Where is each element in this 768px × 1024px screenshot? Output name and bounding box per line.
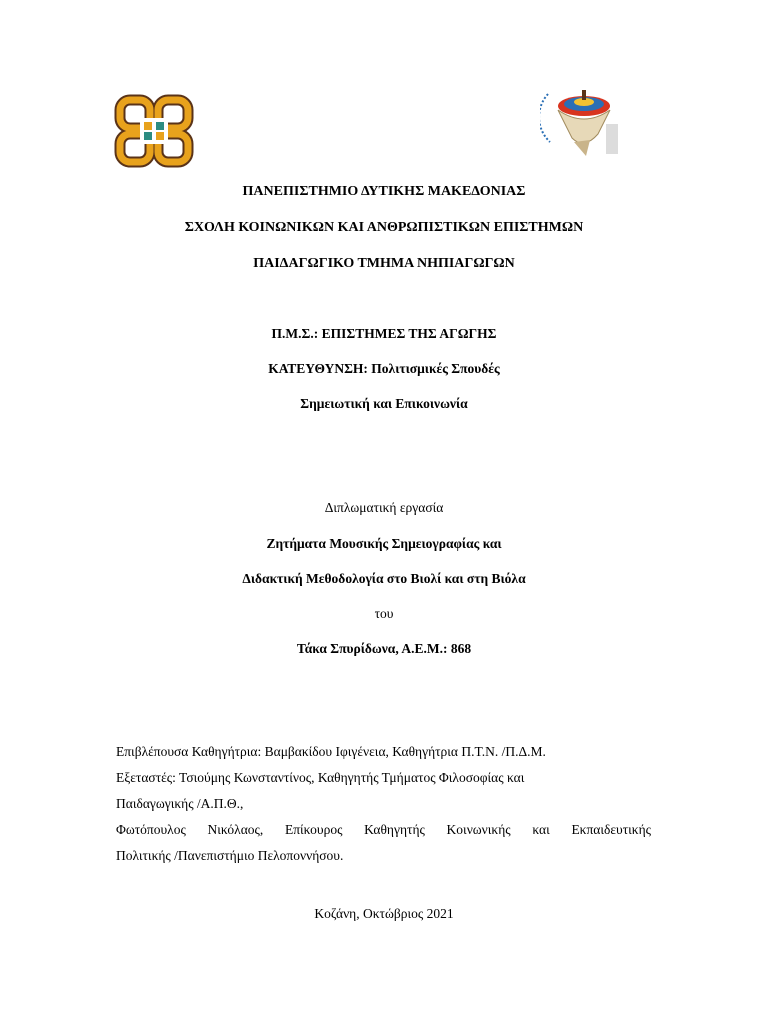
thesis-author: Τάκα Σπυρίδωνα, Α.Ε.Μ.: 868 [296, 641, 472, 656]
supervisor-line: Επιβλέπουσα Καθηγήτρια: Βαμβακίδου Ιφιγένεια, Καθηγήτρια Π.Τ.Ν. /Π.Δ.Μ. [116, 744, 546, 759]
university-knot-logo [114, 94, 194, 168]
examiner1-line2: Παιδαγωγικής /Α.Π.Θ., [116, 796, 244, 811]
thesis-by: του [374, 606, 394, 621]
thesis-title-line1: Ζητήματα Μουσικής Σημειογραφίας και [266, 536, 502, 551]
thesis-title-line2: Διδακτική Μεθοδολογία στο Βιολί και στη Βιόλα [242, 571, 526, 586]
program-field: Σημειωτική και Επικοινωνία [300, 396, 468, 411]
examiner1-line1: Εξεταστές: Τσιούμης Κωνσταντίνος, Καθηγητής Τμήματος Φιλοσοφίας και [116, 770, 525, 785]
place-date: Κοζάνη, Οκτώβριος 2021 [314, 906, 454, 921]
spinning-top-logo [540, 84, 620, 160]
examiner2-line2: Πολιτικής /Πανεπιστήμιο Πελοποννήσου. [116, 848, 344, 863]
university-name: ΠΑΝΕΠΙΣΤΗΜΙΟ ΔΥΤΙΚΗΣ ΜΑΚΕΔΟΝΙΑΣ [242, 184, 526, 199]
examiner2-line1: Φωτόπουλος Νικόλαος, Επίκουρος Καθηγητής Κοινωνικής και Εκπαιδευτικής [116, 822, 651, 837]
school-name: ΣΧΟΛΗ ΚΟΙΝΩΝΙΚΩΝ ΚΑΙ ΑΝΘΡΩΠΙΣΤΙΚΩΝ ΕΠΙΣΤΗΜΩΝ [184, 220, 584, 235]
program-title: Π.Μ.Σ.: ΕΠΙΣΤΗΜΕΣ ΤΗΣ ΑΓΩΓΗΣ [271, 326, 497, 341]
program-direction: ΚΑΤΕΥΘΥΝΣΗ: Πολιτισμικές Σπουδές [268, 361, 500, 376]
department-name: ΠΑΙΔΑΓΩΓΙΚΟ ΤΜΗΜΑ ΝΗΠΙΑΓΩΓΩΝ [253, 256, 515, 271]
thesis-type: Διπλωματική εργασία [324, 500, 444, 515]
